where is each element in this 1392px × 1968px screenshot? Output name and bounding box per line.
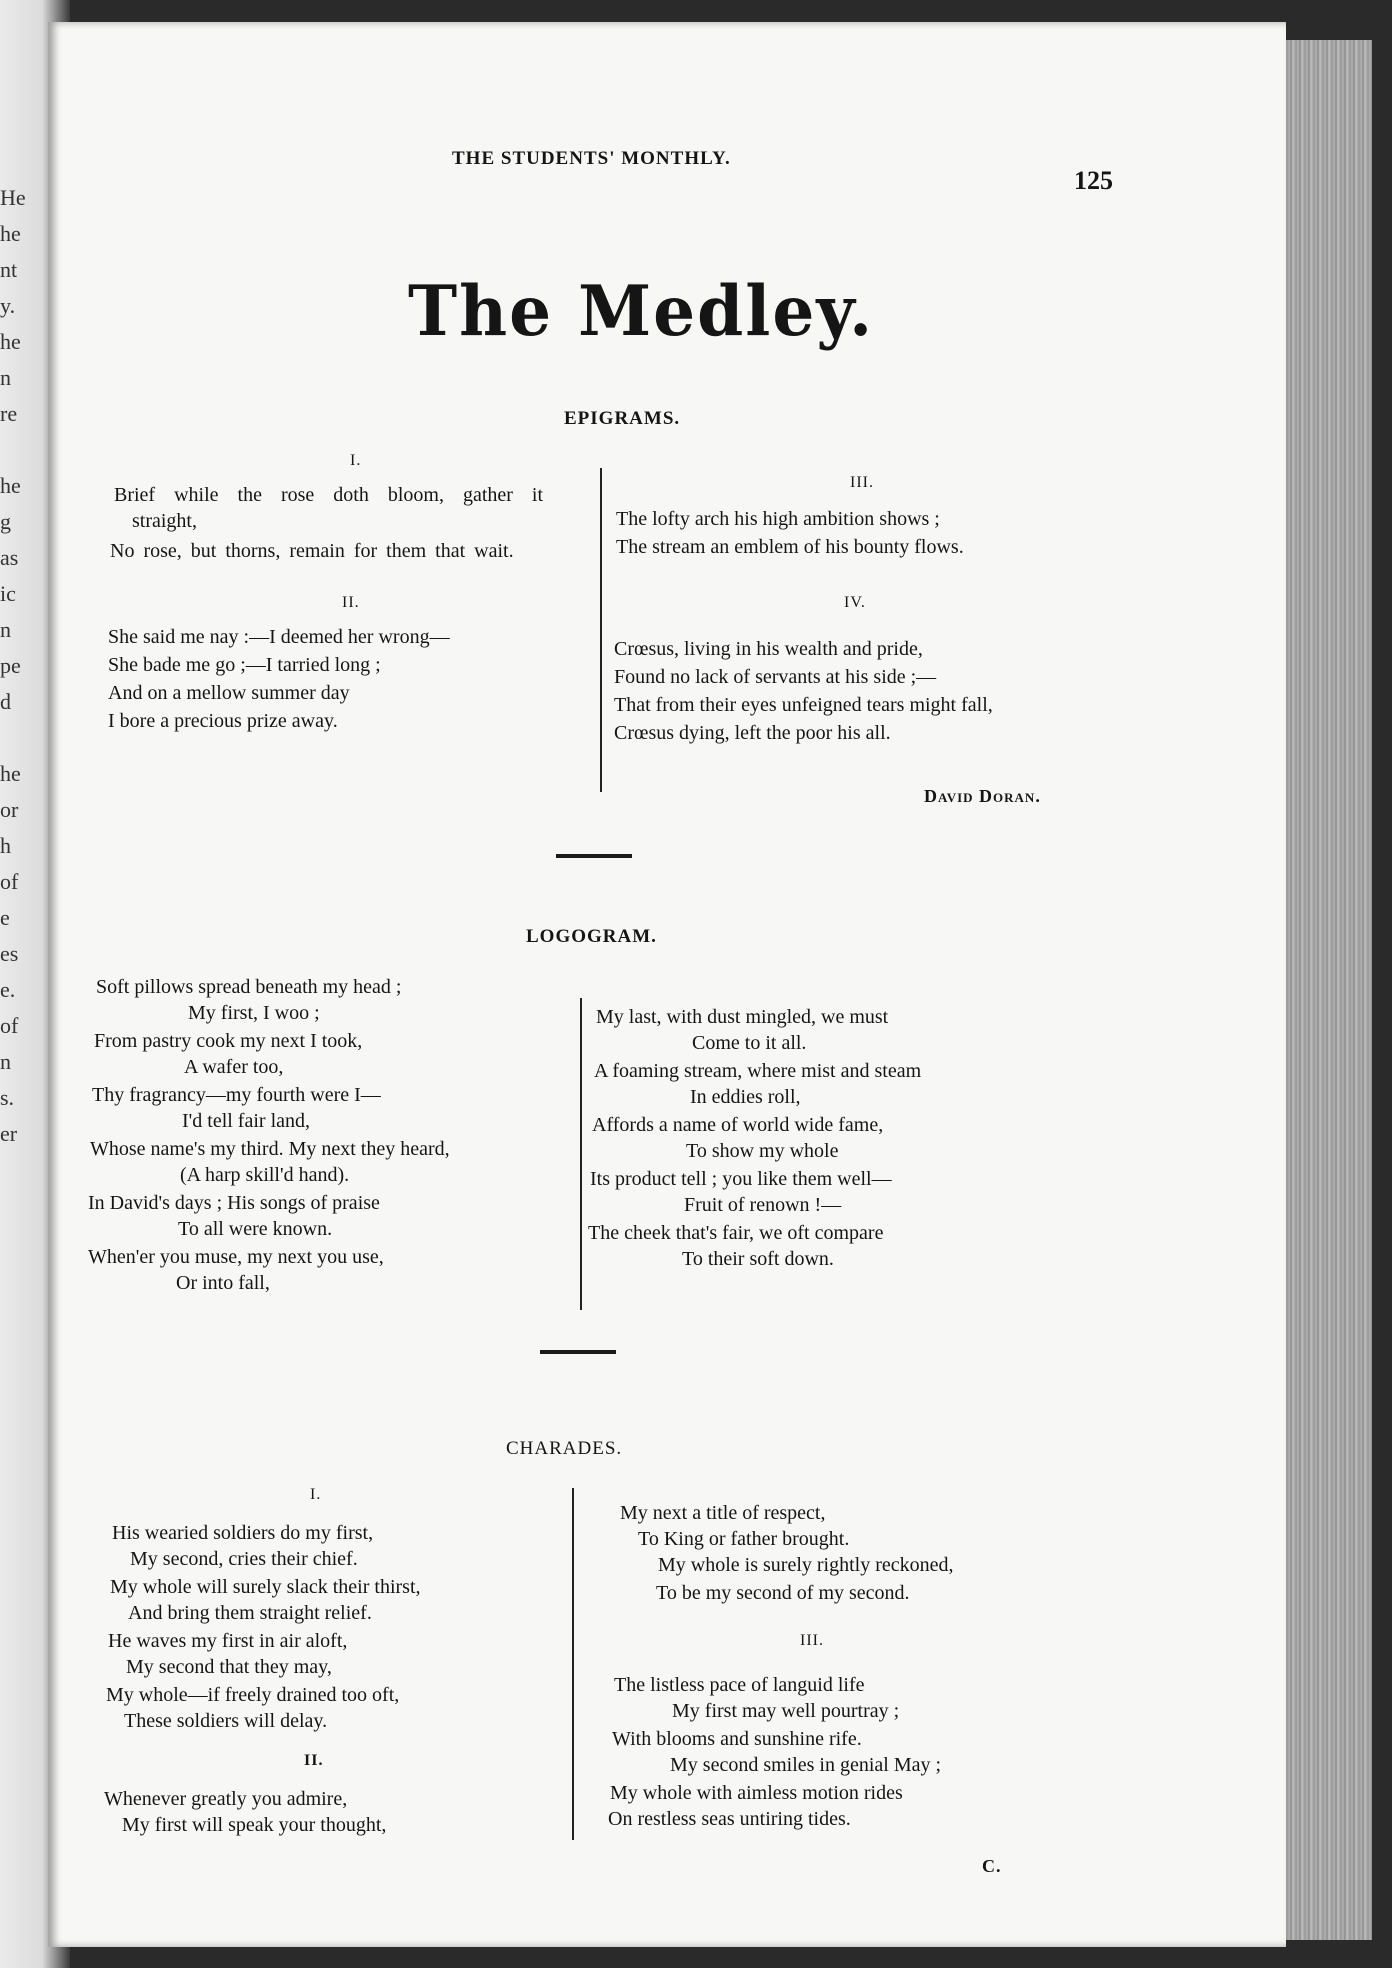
logogram-line: Soft pillows spread beneath my head ; — [96, 976, 402, 998]
epigram-2-line: And on a mellow summer day — [108, 682, 350, 704]
charade-1-numeral: I. — [310, 1486, 322, 1503]
facing-page-fragment: pe — [0, 653, 21, 678]
epigram-4-line: Crœsus dying, left the poor his all. — [614, 722, 891, 744]
charade-1-line: My whole will surely slack their thirst, — [110, 1576, 421, 1598]
charade-1-line: And bring them straight relief. — [128, 1602, 372, 1624]
logogram-line: Affords a name of world wide fame, — [592, 1114, 884, 1136]
charade-2-line: To King or father brought. — [638, 1528, 850, 1550]
book-page — [48, 22, 1286, 1947]
page-number: 125 — [1074, 166, 1113, 195]
facing-page-fragment: as — [0, 545, 19, 570]
logogram-heading: LOGOGRAM. — [526, 926, 657, 947]
charade-2-line: To be my second of my second. — [656, 1582, 910, 1604]
facing-page-fragment: n — [0, 617, 11, 642]
facing-page-fragment: he — [0, 761, 21, 786]
facing-page-fragment: He — [0, 185, 26, 210]
section-rule — [540, 1350, 616, 1354]
logogram-column-divider — [580, 998, 582, 1310]
facing-page-fragment: he — [0, 473, 21, 498]
epigram-3-line: The stream an emblem of his bounty flows. — [616, 536, 964, 558]
charade-3-line: On restless seas untiring tides. — [608, 1808, 851, 1830]
logogram-line: Or into fall, — [176, 1272, 270, 1294]
charade-2-line: My whole is surely rightly reckoned, — [658, 1554, 954, 1576]
charade-2-line: My next a title of respect, — [620, 1502, 826, 1524]
section-title: The Medley. — [408, 270, 875, 352]
logogram-line: Come to it all. — [692, 1032, 807, 1054]
epigrams-heading: EPIGRAMS. — [564, 408, 681, 429]
facing-page-fragment: re — [0, 401, 18, 426]
facing-page-fragment: d — [0, 689, 11, 714]
epigram-4-line: Found no lack of servants at his side ;— — [614, 666, 937, 688]
charade-1-line: These soldiers will delay. — [124, 1710, 328, 1732]
charade-3-line: My whole with aimless motion rides — [610, 1782, 903, 1804]
section-rule — [556, 854, 632, 858]
facing-page-fragment: ic — [0, 581, 16, 606]
facing-page-fragment: of — [0, 1013, 19, 1038]
epigrams-signature: David Doran. — [924, 786, 1041, 806]
facing-page-fragment: s. — [0, 1085, 15, 1110]
charade-1-line: My second that they may, — [126, 1656, 332, 1678]
charade-3-line: My second smiles in genial May ; — [670, 1754, 942, 1776]
logogram-line: To their soft down. — [682, 1248, 834, 1270]
epigram-3-numeral: III. — [850, 474, 874, 491]
epigram-2-numeral: II. — [342, 594, 360, 611]
charades-heading: CHARADES. — [506, 1438, 623, 1459]
epigram-4-line: That from their eyes unfeigned tears might fall, — [614, 694, 993, 716]
logogram-line: Thy fragrancy—my fourth were I— — [92, 1084, 381, 1106]
logogram-line: A wafer too, — [184, 1056, 284, 1078]
charade-2-numeral: II. — [304, 1752, 324, 1769]
logogram-line: When'er you muse, my next you use, — [88, 1246, 384, 1268]
facing-page-fragment: n — [0, 1049, 11, 1074]
epigrams-column-divider — [600, 468, 602, 792]
facing-page-fragment: e. — [0, 977, 16, 1002]
logogram-line: From pastry cook my next I took, — [94, 1030, 363, 1052]
epigram-1-line: No rose, but thorns, remain for them that wait. — [110, 540, 514, 562]
charade-1-line: My whole—if freely drained too oft, — [106, 1684, 400, 1706]
epigram-1-line: straight, — [132, 510, 197, 532]
charade-2-line: My first will speak your thought, — [122, 1814, 387, 1836]
charade-2-line: Whenever greatly you admire, — [104, 1788, 348, 1810]
facing-page-fragment: he — [0, 221, 21, 246]
charade-1-line: My second, cries their chief. — [130, 1548, 358, 1570]
facing-page-fragment: er — [0, 1121, 18, 1146]
charades-signature: C. — [982, 1856, 1002, 1876]
epigram-4-line: Crœsus, living in his wealth and pride, — [614, 638, 923, 660]
epigram-2-line: She bade me go ;—I tarried long ; — [108, 654, 381, 676]
facing-page-fragment: n — [0, 365, 11, 390]
epigram-2-line: She said me nay :—I deemed her wrong— — [108, 626, 450, 648]
epigram-3-line: The lofty arch his high ambition shows ; — [616, 508, 940, 530]
running-title: THE STUDENTS' MONTHLY. — [452, 148, 731, 169]
facing-page-fragment: he — [0, 329, 21, 354]
logogram-line: Fruit of renown !— — [684, 1194, 842, 1216]
epigram-4-numeral: IV. — [844, 594, 866, 611]
logogram-line: I'd tell fair land, — [182, 1110, 310, 1132]
facing-page-fragment: of — [0, 869, 19, 894]
facing-page-fragment: or — [0, 797, 19, 822]
epigram-1-line: Brief while the rose doth bloom, gather it — [114, 484, 544, 506]
charade-1-line: He waves my first in air aloft, — [108, 1630, 348, 1652]
charade-3-line: The listless pace of languid life — [614, 1674, 865, 1696]
logogram-line: (A harp skill'd hand). — [180, 1164, 350, 1186]
facing-page-fragment — [0, 432, 20, 468]
epigram-2-line: I bore a precious prize away. — [108, 710, 338, 732]
logogram-line: In David's days ; His songs of praise — [88, 1192, 380, 1214]
charades-column-divider — [572, 1488, 574, 1840]
logogram-line: To show my whole — [686, 1140, 839, 1162]
logogram-line: To all were known. — [178, 1218, 333, 1240]
logogram-line: Its product tell ; you like them well— — [590, 1168, 892, 1190]
facing-page-fragment: es — [0, 941, 19, 966]
logogram-line: In eddies roll, — [690, 1086, 801, 1108]
facing-page-text — [0, 180, 26, 1152]
facing-page-fragment: h — [0, 833, 11, 858]
charade-3-line: My first may well pourtray ; — [672, 1700, 900, 1722]
logogram-line: My first, I woo ; — [188, 1002, 320, 1024]
facing-page-fragment: y. — [0, 293, 16, 318]
facing-page-fragment: nt — [0, 257, 18, 282]
charade-3-line: With blooms and sunshine rife. — [612, 1728, 862, 1750]
logogram-line: The cheek that's fair, we oft compare — [588, 1222, 884, 1244]
facing-page-fragment — [0, 720, 20, 756]
logogram-line: A foaming stream, where mist and steam — [594, 1060, 922, 1082]
logogram-line: My last, with dust mingled, we must — [596, 1006, 889, 1028]
epigram-1-numeral: I. — [350, 452, 362, 469]
facing-page-fragment: g — [0, 509, 11, 534]
facing-page-fragment: e — [0, 905, 10, 930]
logogram-line: Whose name's my third. My next they heard, — [90, 1138, 450, 1160]
charade-1-line: His wearied soldiers do my first, — [112, 1522, 374, 1544]
charade-3-numeral: III. — [800, 1632, 824, 1649]
